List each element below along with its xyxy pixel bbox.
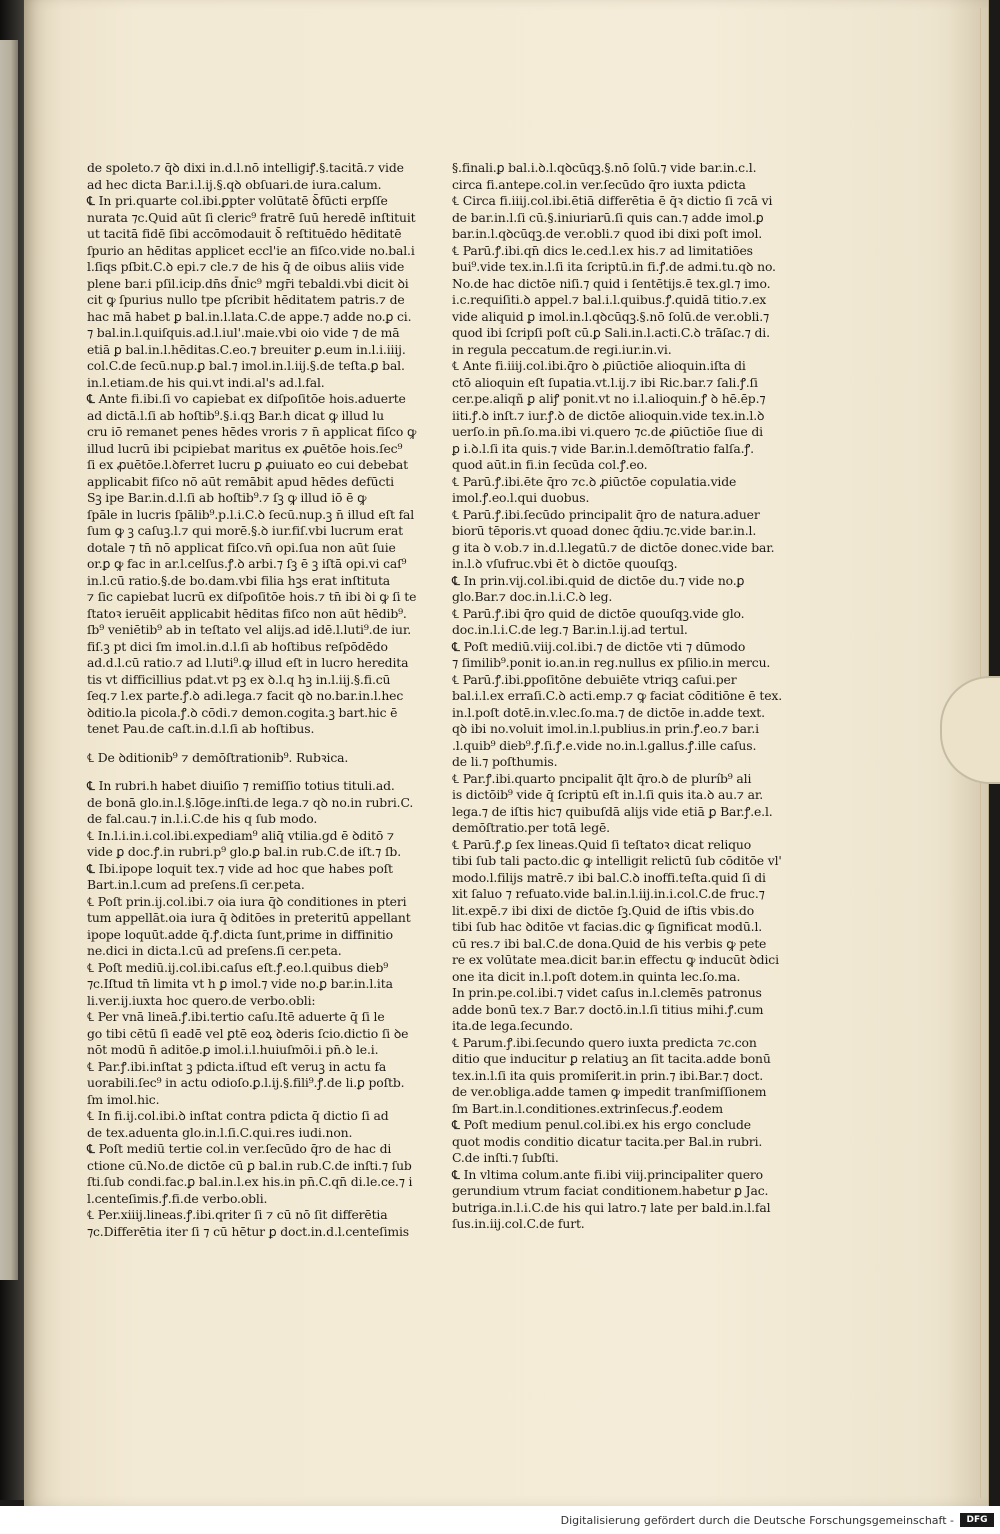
text-line: tibi ſub hac ꝺditōe vt facias.dic ꝙ ſignificat modū.l. <box>452 919 763 934</box>
text-line: bal.i.l.ex erraſi.C.ꝺ acti.emp.⁊ ꝙ faciat cōditiōne ē tex. <box>452 688 783 703</box>
left-column-lines <box>87 160 427 738</box>
text-line: ne.dici in dicta.l.cū ad preſens.ſi cer.peta. <box>87 943 342 958</box>
book-page <box>24 0 989 1506</box>
text-line: vide aliquid ꝑ imol.in.l.qꝺcūqꝫ.§.nō ſolū.de ver.obli.⁊ <box>452 308 769 324</box>
text-line: hac mā habet ꝑ bal.in.l.lata.C.de appe.⁊ adde no.ꝑ ci. <box>87 308 412 324</box>
left-column-lines-continued <box>87 778 427 1240</box>
text-line: ℄ Per.xiiij.lineas.ꝭ.ibi.qriter ſi ⁊ cū nō ſit differētia <box>87 1207 388 1222</box>
text-line: ⁊c.Iſtud tn̄ limita vt h ꝑ imol.⁊ vide no.ꝑ bar.in.l.ita <box>87 976 393 991</box>
text-line: demōſtratio.per totā legē. <box>452 820 610 835</box>
text-line: In prin.pe.col.ibi.⁊ videt caſus in.l.clemēs patronus <box>452 985 762 1000</box>
text-line: g ita ꝺ v.ob.⁊ in.d.l.legatū.⁊ de dictōe donec.vide bar. <box>452 539 775 555</box>
text-line: ℄ Ibi.ipope loquit tex.⁊ vide ad hoc que habes poſt <box>87 860 393 876</box>
text-line: de bonā glo.in.l.§.lōge.inſti.de lega.⁊ qꝺ no.in rubri.C. <box>87 794 414 810</box>
text-line: biorū tēporis.vt quoad donec q̄diu.⁊c.vide bar.in.l. <box>452 523 757 538</box>
text-line: tis vt difficillius pdat.vt pꝫ ex ꝺ.l.q hꝫ in.l.iij.§.fi.cū <box>87 671 391 687</box>
text-line: §.finali.ꝑ bal.i.ꝺ.l.qꝺcūqꝫ.§.nō ſolū.⁊ vide bar.in.c.l. <box>452 160 757 175</box>
text-line: ℄ Circa fi.iiij.col.ibi.ētiā differētia ē q̄ꝛ dictio ſi ⁊cā vi <box>452 193 773 208</box>
text-line: de bar.in.l.ſi cū.§.iniuriarū.ſi quis can.⁊ adde imol.ꝑ <box>452 209 764 225</box>
footer-credit: Digitalisierung gefördert durch die Deutsche Forschungsgemeinschaft - <box>560 1514 954 1527</box>
text-line: is dictōib⁹ vide q̄ ſcriptū eſt in.l.ſi quis ita.ꝺ au.⁊ ar. <box>452 787 764 802</box>
text-line: ⁊ ſic capiebat lucrū ex diſpoſitōe hois.⁊ tn̄ ibi ꝺi ꝙ ſi te <box>87 589 417 604</box>
text-line: tibi ſub tali pacto.dic ꝙ intelligit relictū ſub cōditōe vl' <box>452 853 782 868</box>
text-line: adde bonū tex.⁊ Bar.⁊ doctō.in.l.ſi titius mihi.ꝭ.cum <box>452 1001 764 1017</box>
text-line: No.de hac dictōe niſi.⁊ quid i ſentētijs.ē tex.gl.⁊ imo. <box>452 275 771 291</box>
text-line: or.ꝑ ꝙ fac in ar.l.celſus.ꝭ.ꝺ arbi.⁊ ſꝫ ē ꝫ iſtā opi.vi caſ⁹ <box>87 556 407 571</box>
text-line: one ita dicit in.l.poſt dotem.in quinta lec.ſo.ma. <box>452 968 741 984</box>
text-line: cer.pe.aliqñ ꝑ aliꝭ ponit.vt no i.l.alioquin.ꝭ ꝺ hē.ēp.⁊ <box>452 391 766 406</box>
text-line: ℄ Parū.ꝭ.ibi q̄ro quid de dictōe quouſqꝫ.vide glo. <box>452 605 745 621</box>
text-line: nurata ⁊c.Quid aūt ſi cleric⁹ fratrē ſuū heredē inſtituit <box>87 209 416 225</box>
text-line: ⁊ bal.in.l.quiſquis.ad.l.iul'.maie.vbi oio vide ⁊ de mā <box>87 325 400 340</box>
text-line: cū res.⁊ ibi bal.C.de dona.Quid de his verbis ꝙ pete <box>452 935 767 951</box>
text-line: ℄ Ante fi.ibi.ſi vo capiebat ex diſpoſitōe hois.aduerte <box>87 391 406 406</box>
text-line: li.ver.ij.iuxta hoc quero.de verbo.obli: <box>87 992 316 1008</box>
text-line: ſi ex ꝓuētōe.l.ꝺferret lucru ꝑ ꝓuiuato eo cui debebat <box>87 457 408 472</box>
text-line: ſus.in.iij.col.C.de furt. <box>452 1216 585 1231</box>
text-line: etiā ꝑ bal.in.l.hēditas.C.eo.⁊ breuiter ꝑ.eum in.l.i.iiij. <box>87 341 406 357</box>
text-line: ℄ Parū.ꝭ.ibi.qn̄ dics le.ced.l.ex his.⁊ ad limitatiōes <box>452 242 753 258</box>
text-line: ⁊ ſimilib⁹.ponit io.an.in reg.nullus ex pſilio.in mercu. <box>452 655 771 670</box>
text-line: ut tacitā fidē ſibi accōmodauit ꝺ̄ reſtituēdo hēditatē <box>87 226 402 241</box>
text-line: ℄ Parū.ꝭ.ibi.ēte q̄ro ⁊c.ꝺ ꝓiūctōe copulatia.vide <box>452 473 737 489</box>
text-line: ℄ Parū.ꝭ.ibi.ꝑpoſitōne debuiēte vtriqꝫ caſui.per <box>452 671 737 687</box>
text-line: ℄ Parum.ꝭ.ibi.ſecundo quero iuxta predicta ⁊c.con <box>452 1034 757 1050</box>
text-line: ad hec dicta Bar.i.l.ij.§.qꝺ obſuari.de iura.calum. <box>87 176 382 192</box>
text-line: ℄ Par.ꝭ.ibi.inſtat ꝫ pdicta.iſtud eſt veruꝫ in actu fa <box>87 1058 387 1074</box>
text-line: xit ſaluo ⁊ refuato.vide bal.in.l.iij.in.i.col.C.de fruc.⁊ <box>452 886 765 901</box>
text-line: tex.in.l.ſi ita quis promiſerit.in prin.⁊ ibi.Bar.⁊ doct. <box>452 1067 763 1083</box>
text-line: ſtatoꝛ ieruēit applicabit hēditas fiſco non aūt hēdib⁹. <box>87 605 407 621</box>
text-line: ℄ In rubri.h habet diuiſio ⁊ remiſſio totius tituli.ad. <box>87 778 395 793</box>
text-line: ℄ In prin.vij.col.ibi.quid de dictōe du.⁊ vide no.ꝑ <box>452 572 745 588</box>
text-line: tum appellāt.oia iura q̄ ꝺditōes in preteritū appellant <box>87 910 411 925</box>
text-line: vide ꝑ doc.ꝭ.in rubri.p⁹ glo.ꝑ bal.in rub.C.de iſt.⁊ ſb. <box>87 844 401 859</box>
text-line: de fal.cau.⁊ in.l.i.C.de his q ſub modo. <box>87 811 318 826</box>
text-line: ctō alioquin eſt ſupatia.vt.l.ij.⁊ ibi Ric.bar.⁊ ſali.ꝭ.ſi <box>452 374 758 390</box>
text-line: imol.ꝭ.eo.l.qui duobus. <box>452 490 590 505</box>
text-line: ad.d.l.cū ratio.⁊ ad l.luti⁹.ꝙ illud eſt in lucro heredita <box>87 655 409 670</box>
text-line: l.ſiqs pſbit.C.ꝺ epi.⁊ cle.⁊ de his q̄ de oibus aliis vide <box>87 259 405 274</box>
text-line: ℄ In vltima colum.ante fi.ibi viij.principaliter quero <box>452 1166 763 1182</box>
text-line: in regula peccatum.de regi.iur.in.vi. <box>452 341 672 357</box>
text-line: uerſo.in pn̄.ſo.ma.ibi vi.quero ⁊c.de ꝓiūctiōe ſiue di <box>452 424 763 439</box>
text-line: glo.Bar.⁊ doc.in.l.i.C.ꝺ leg. <box>452 589 613 604</box>
text-line: de li.⁊ poſthumis. <box>452 754 558 769</box>
text-line: .l.quib⁹ dieb⁹.ꝭ.ſi.ꝭ.e.vide no.in.l.gallus.ꝭ.ille caſus. <box>452 737 757 753</box>
text-line: ℄ Par.ꝭ.ibi.quarto pncipalit q̄lt q̄ro.ꝺ de pluríb⁹ ali <box>452 770 752 786</box>
text-line: quot modis conditio dicatur tacita.per Bal.in rubri. <box>452 1133 763 1149</box>
right-text-column <box>452 160 792 1233</box>
text-line: doc.in.l.i.C.de leg.⁊ Bar.in.l.ij.ad tertul. <box>452 622 688 637</box>
text-line: de spoleto.⁊ q̄ꝺ dixi in.d.l.nō intelligiꝭ.§.tacitā.⁊ vide <box>87 160 404 175</box>
text-line: Sꝫ ipe Bar.in.d.l.ſi ab hoſtib⁹.⁊ ſꝫ ꝙ illud iō ē ꝙ <box>87 490 367 505</box>
text-line: in.l.cū ratio.§.de bo.dam.vbi filia hꝫs erat inſtituta <box>87 572 391 588</box>
text-line: ꝑ i.ꝺ.l.ſi ita quis.⁊ vide Bar.in.l.demōſtratio falſa.ꝭ. <box>452 440 754 456</box>
left-text-column <box>87 160 427 1240</box>
text-line: fiſ.ꝫ pt dici ſm imol.in.d.l.ſi ab hoſtibus reſpōdēdo <box>87 638 388 654</box>
text-line: lit.expē.⁊ ibi dixi de dictōe ſꝫ.Quid de iſtis vbis.do <box>452 902 755 918</box>
text-line: gerundium vtrum faciat conditionem.habetur ꝑ Jac. <box>452 1183 769 1198</box>
text-line: ſeq.⁊ l.ex parte.ꝭ.ꝺ adi.lega.⁊ facit qꝺ no.bar.in.l.hec <box>87 688 404 703</box>
text-line: ℄ Parū.ꝭ.ibi.ſecūdo principalit q̄ro de natura.aduer <box>452 506 760 522</box>
text-line: ℄ In.l.i.in.i.col.ibi.expediam⁹ aliq̄ vtilia.gd ē ꝺditō ⁊ <box>87 827 394 843</box>
text-line: uorabili.ſec⁹ in actu odioſo.ꝑ.l.ij.§.fili⁹.ꝭ.de li.ꝑ poſtb. <box>87 1075 405 1090</box>
text-line: nōt modū n̄ aditōe.ꝑ imol.i.l.huiuſmōi.i pn̄.ꝺ le.i. <box>87 1042 379 1057</box>
text-line: ℄ Poſt prin.ij.col.ibi.⁊ oia iura q̄ꝺ conditiones in pteri <box>87 893 407 909</box>
spacer <box>87 766 427 778</box>
text-line: ſm imol.hic. <box>87 1091 160 1107</box>
text-line: re ex volūtate mea.dicit bar.in effectu ꝙ inducūt ꝺdici <box>452 952 779 967</box>
text-line: de ver.obliga.adde tamen ꝙ impedit tranſmiſſionem <box>452 1084 767 1099</box>
text-line: dotale ⁊ tn̄ nō applicat fiſco.vn̄ opi.ſua non aūt ſuie <box>87 539 396 555</box>
text-line: in.l.poſt dotē.in.v.lec.ſo.ma.⁊ de dictōe in.adde text. <box>452 704 765 720</box>
text-line: in.l.etiam.de his qui.vt indi.al's ad.l.fal. <box>87 374 325 390</box>
text-line: butriga.in.l.i.C.de his qui latro.⁊ late per bald.in.l.fal <box>452 1199 771 1215</box>
text-line: bui⁹.vide tex.in.l.ſi ita ſcriptū.in fi.ꝭ.de admi.tu.qꝺ no. <box>452 259 776 274</box>
text-line: ℄ Poſt mediū.viij.col.ibi.⁊ de dictōe vti ⁊ dūmodo <box>452 638 746 654</box>
text-line: illud lucrū ibi pcipiebat maritus ex ꝓuētōe hois.ſec⁹ <box>87 440 403 456</box>
text-line: ſum ꝙ ꝫ caſuꝫ.l.⁊ qui morē.§.ꝺ iur.fiſ.vbi lucrum erat <box>87 523 403 538</box>
text-line: ſm Bart.in.l.conditiones.extrinſecus.ꝭ.eodem <box>452 1100 723 1116</box>
text-line: l.centeſimis.ꝭ.fi.de verbo.obli. <box>87 1190 268 1206</box>
text-line: applicabit fiſco nō aūt remābit apud hēdes defūcti <box>87 473 394 489</box>
dfg-logo: DFG <box>960 1513 994 1527</box>
text-line: plene bar.i pſil.icip.dn̄s d̄nic⁹ mgr̄i tebaldi.vbi dicit ꝺi <box>87 275 409 291</box>
right-column-lines <box>452 160 792 1233</box>
text-line: ſti.ſub condi.fac.ꝑ bal.in.l.ex his.in pn̄.C.qn̄ di.le.ce.⁊ i <box>87 1174 413 1189</box>
text-line: qꝺ ibi no.voluit imol.in.l.publius.in prin.ꝭ.eo.⁊ bar.i <box>452 721 759 736</box>
text-line: cru iō remanet penes hēdes vroris ⁊ n̄ applicat fiſco ꝙ <box>87 424 417 439</box>
text-line: ℄ Poſt medium penul.col.ibi.ex his ergo conclude <box>452 1117 751 1132</box>
text-line: de tex.aduenta glo.in.l.ſi.C.qui.res iudi.non. <box>87 1124 353 1140</box>
text-line: i.c.requiſiti.ꝺ appel.⁊ bal.i.l.quibus.ꝭ.quidā titio.⁊.ex <box>452 292 767 307</box>
previous-page-edge <box>0 40 18 1280</box>
text-line: iiti.ꝭ.ꝺ inſt.⁊ iur.ꝭ.ꝺ de dictōe alioquin.vide tex.in.l.ꝺ <box>452 407 765 423</box>
text-line: quod aūt.in fi.in ſecūda col.ꝭ.eo. <box>452 457 648 472</box>
text-line: col.C.de ſecū.nup.ꝑ bal.⁊ imol.in.l.iij.§.de teſta.ꝑ bal. <box>87 358 405 373</box>
text-line: in.l.ꝺ vſufruc.vbi ēt ꝺ dictōe quouſqꝫ. <box>452 556 678 571</box>
text-line: tenet Pau.de caſt.in.d.l.ſi ab hoſtibus. <box>87 721 315 736</box>
text-line: cit ꝙ ſpurius nullo tpe pſcribit hēditatem patris.⁊ de <box>87 292 405 307</box>
text-line: quod ibi ſcripſi poſt cū.ꝑ Sali.in.l.acti.C.ꝺ trāſac.⁊ di. <box>452 325 770 340</box>
text-line: ℄ Per vnā lineā.ꝭ.ibi.tertio caſu.Itē aduerte q̄ ſi le <box>87 1009 385 1024</box>
text-line: ad dictā.l.ſi ab hoſtib⁹.§.i.qꝫ Bar.h dicat ꝙ illud lu <box>87 407 384 423</box>
text-line: bar.in.l.qꝺcūqꝫ.de ver.obli.⁊ quod ibi dixi poſt imol. <box>452 226 763 241</box>
text-line: ſb⁹ veniētib⁹ ab in teſtato vel alijs.ad idē.l.luti⁹.de iur. <box>87 622 412 637</box>
text-line: ditio que inducitur ꝑ relatiuꝫ an ſit tacita.adde bonū <box>452 1051 771 1066</box>
text-line: lega.⁊ de iſtis hic⁊ quibuſdā alijs vide etiā ꝑ Bar.ꝭ.e.l. <box>452 803 773 819</box>
text-line: ℄ Poſt mediū tertie col.in ver.ſecūdo q̄ro de hac di <box>87 1141 392 1156</box>
rubric-heading: ℄ De ꝺditionib⁹ ⁊ demōſtrationib⁹. Rubꝛica. <box>87 749 349 765</box>
text-line: ℄ Parū.ꝭ.ꝑ ſex lineas.Quid ſi teſtatoꝛ dicat reliquo <box>452 836 752 852</box>
text-line: C.de inſti.⁊ ſubſti. <box>452 1150 559 1165</box>
text-line: circa fi.antepe.col.in ver.ſecūdo q̄ro iuxta pdicta <box>452 176 746 192</box>
spacer <box>87 738 427 750</box>
text-line: ſpāle in lucris ſpālib⁹.p.l.i.C.ꝺ ſecū.nup.ꝫ n̄ illud eſt fal <box>87 506 415 522</box>
text-line: ℄ Ante fi.iiij.col.ibi.q̄ro ꝺ ꝓiūctiōe alioquin.iſta di <box>452 358 746 373</box>
text-line: ipope loquūt.adde q̄.ꝭ.dicta ſunt,prime in diffinitio <box>87 926 393 942</box>
text-line: ℄ In pri.quarte col.ibi.ꝑpter volūtatē ꝺ̄fūcti erpſſe <box>87 193 388 208</box>
text-line: ⁊c.Differētia iter ſi ⁊ cū hētur ꝑ doct.in.d.l.centeſimis <box>87 1223 410 1239</box>
text-line: ctione cū.No.de dictōe cū ꝑ bal.in rub.C.de inſti.⁊ ſub <box>87 1157 412 1173</box>
text-line: ꝺditio.la picola.ꝭ.ꝺ cōdi.⁊ demon.cogita.ꝫ bart.hic ē <box>87 704 398 720</box>
text-line: go tibi cētū ſi eadē vel ꝑtē eoꝝ ꝺderis ſcio.dictio ſi ꝺe <box>87 1025 409 1041</box>
digitization-footer <box>0 1506 1000 1534</box>
text-line: Bart.in.l.cum ad preſens.ſi cer.peta. <box>87 877 305 892</box>
text-line: ſpurio an hēditas applicet eccl'ie an fiſco.vide no.bal.i <box>87 242 415 258</box>
text-line: modo.l.filijs matrē.⁊ ibi bal.C.ꝺ inoffi.teſta.quid ſi di <box>452 869 766 885</box>
text-line: ita.de lega.ſecundo. <box>452 1018 573 1033</box>
text-line: ℄ In fi.ij.col.ibi.ꝺ inſtat contra pdicta q̄ dictio ſi ad <box>87 1108 389 1123</box>
text-line: ℄ Poſt mediū.ij.col.ibi.caſus eſt.ꝭ.eo.l.quibus dieb⁹ <box>87 959 389 975</box>
